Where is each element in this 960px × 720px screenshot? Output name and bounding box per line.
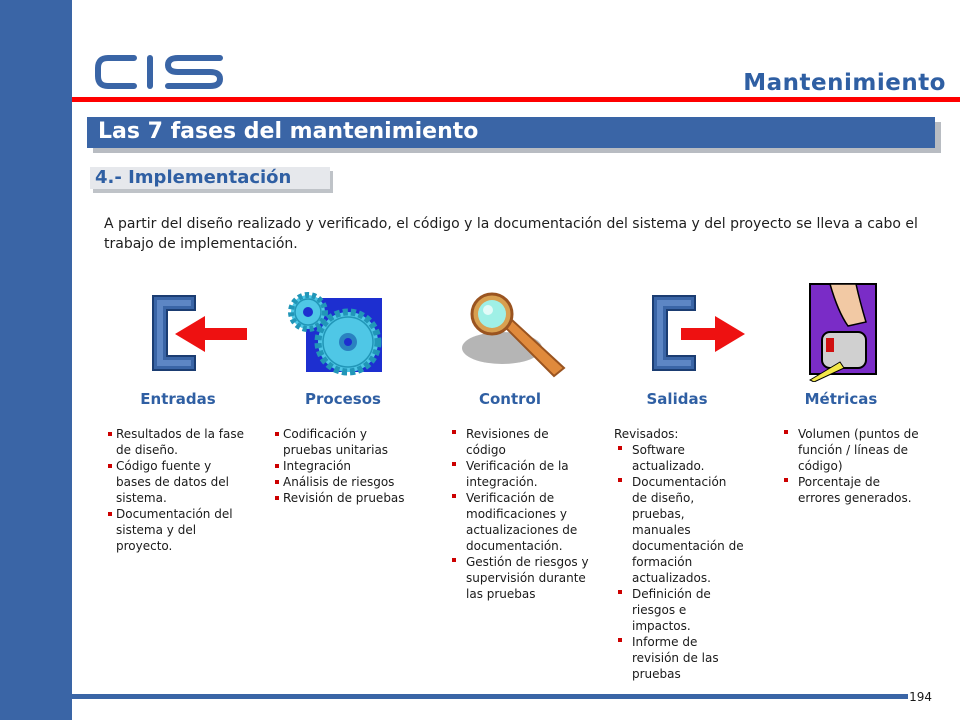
page-number: 194 bbox=[909, 690, 932, 704]
list-item: Documentación del sistema y del proyecto. bbox=[107, 506, 247, 554]
left-sidebar-band bbox=[0, 0, 72, 720]
column-title-entradas: Entradas bbox=[140, 390, 216, 408]
control-list bbox=[450, 426, 590, 602]
list-item: Codificación y pruebas unitarias bbox=[274, 426, 408, 458]
list-item: Documentación de diseño, pruebas, manuales documentación de formación actualizados. bbox=[616, 474, 744, 586]
column-title-procesos: Procesos bbox=[305, 390, 381, 408]
document-arrow-out-icon bbox=[645, 292, 755, 374]
footer-divider bbox=[72, 694, 908, 699]
header-divider bbox=[72, 97, 960, 102]
intro-paragraph: A partir del diseño realizado y verificado, el código y la documentación del sistema y del proyecto se lleva a cabo el trabajo de implementación. bbox=[104, 216, 918, 252]
list-item: Revisiones de código bbox=[450, 426, 590, 458]
list-item: Volumen (puntos de función / líneas de código) bbox=[782, 426, 924, 474]
list-item: Verificación de la integración. bbox=[450, 458, 590, 490]
list-item: Integración bbox=[274, 458, 408, 474]
list-item: Revisión de pruebas bbox=[274, 490, 408, 506]
tape-measure-icon bbox=[808, 282, 878, 382]
column-title-salidas: Salidas bbox=[646, 390, 708, 408]
list-item: Análisis de riesgos bbox=[274, 474, 408, 490]
document-arrow-in-icon bbox=[145, 292, 255, 374]
gears-icon bbox=[286, 290, 386, 376]
list-item: Gestión de riesgos y supervisión durante las pruebas bbox=[450, 554, 590, 602]
subtitle: 4.- Implementación bbox=[95, 167, 292, 188]
slide-title: Las 7 fases del mantenimiento bbox=[98, 119, 479, 144]
list-item: Resultados de la fase de diseño. bbox=[107, 426, 247, 458]
column-title-metricas: Métricas bbox=[804, 390, 878, 408]
metricas-list bbox=[782, 426, 924, 506]
salidas-lead: Revisados: bbox=[614, 427, 679, 441]
procesos-list bbox=[274, 426, 408, 506]
entradas-list bbox=[107, 426, 247, 554]
list-item: Código fuente y bases de datos del sistema. bbox=[107, 458, 247, 506]
title-banner bbox=[87, 117, 935, 148]
section-title: Mantenimiento bbox=[743, 70, 946, 96]
column-title-control: Control bbox=[478, 390, 541, 408]
list-item: Verificación de modificaciones y actualizaciones de documentación. bbox=[450, 490, 590, 554]
list-item: Definición de riesgos e impactos. bbox=[616, 586, 744, 634]
list-item: Informe de revisión de las pruebas bbox=[616, 634, 744, 682]
salidas-list bbox=[616, 442, 744, 682]
subtitle-box bbox=[90, 167, 330, 189]
list-item: Software actualizado. bbox=[616, 442, 744, 474]
magnifier-icon bbox=[460, 290, 570, 380]
cis-logo bbox=[94, 52, 226, 92]
list-item: Porcentaje de errores generados. bbox=[782, 474, 924, 506]
